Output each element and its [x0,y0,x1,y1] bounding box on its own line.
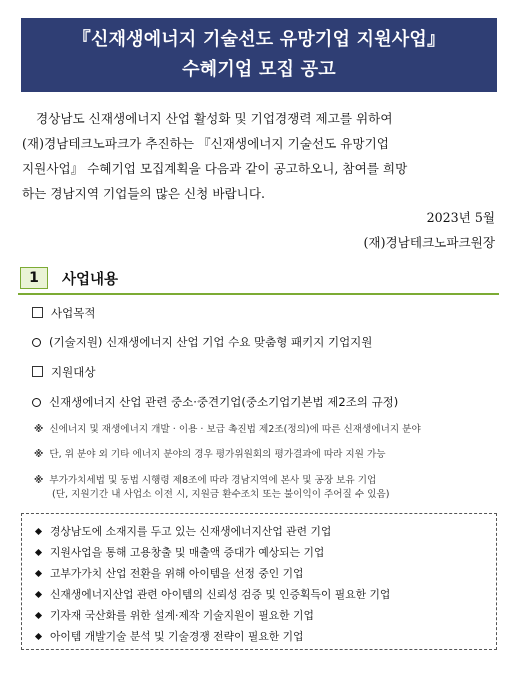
target-heading: 지원대상 [51,365,96,379]
note-text: 신에너지 및 재생에너지 개발 · 이용 · 보급 촉진법 제2조(정의)에 따른 신재생에너지 분야 [49,424,421,435]
note-sub-text: (단, 지원기간 내 사업소 이전 시, 지원금 환수조치 또는 불이익이 주어질 수 있음) [52,489,390,500]
list-item [36,587,390,602]
intro-line: (재)경남테크노파크가 추진하는 『신재생에너지 기술선도 유망기업 [22,136,389,151]
diamond-bullet-icon [35,528,42,535]
intro-line: 하는 경남지역 기업들의 많은 신청 바랍니다. [22,186,265,201]
purpose-item: (기술지원) 신재생에너지 산업 기업 수요 맞춤형 패키지 기업지원 [49,335,373,349]
section-number: 1 [20,267,48,289]
target-item-row [32,394,398,410]
diamond-bullet-icon [35,612,42,619]
section-header [18,265,499,295]
checkbox-square-icon [32,307,43,318]
title-line-1: 『신재생에너지 기술선도 유망기업 지원사업』 [72,29,446,50]
note-mark-icon: ※ [34,424,44,435]
intro-paragraph [22,106,498,206]
circle-bullet-icon [32,398,41,407]
list-item [36,566,303,581]
eligible-companies-box [21,513,497,650]
section-title: 사업내용 [62,272,119,288]
announcing-org: (재)경남테크노파크원장 [363,235,495,250]
note-mark-icon: ※ [34,475,44,486]
purpose-item-row [32,334,372,350]
checkbox-square-icon [32,366,43,377]
announcement-date: 2023년 5월 [426,210,495,225]
circle-bullet-icon [32,338,41,347]
target-heading-row [32,364,95,380]
title-banner [21,18,497,92]
diamond-bullet-icon [35,549,42,556]
list-item-text: 경상남도에 소재지를 두고 있는 신재생에너지산업 관련 기업 [50,525,332,538]
list-item [36,545,324,560]
diamond-bullet-icon [35,633,42,640]
target-item: 신재생에너지 산업 관련 중소·중견기업(중소기업기본법 제2조의 규정) [49,395,399,409]
list-item-text: 고부가가치 산업 전환을 위해 아이템을 선정 중인 기업 [50,567,304,580]
list-item [36,608,314,623]
list-item-text: 신재생에너지산업 관련 아이템의 신뢰성 검증 및 인증획득이 필요한 기업 [50,588,391,601]
intro-line: 지원사업』 수혜기업 모집계획을 다음과 같이 공고하오니, 참여를 희망 [22,161,408,176]
note-text: 부가가치세법 및 동법 시행령 제8조에 따라 경남지역에 본사 및 공장 보유 기업 [49,475,377,486]
purpose-heading: 사업목적 [51,306,96,320]
intro-line: 경상남도 신재생에너지 산업 활성화 및 기업경쟁력 제고를 위하여 [36,111,393,126]
title-line-2: 수혜기업 모집 공고 [182,59,336,80]
note-text: 단, 위 분야 외 기타 에너지 분야의 경우 평가위원회의 평가결과에 따라 지원 가능 [49,449,386,460]
list-item [36,524,331,539]
list-item-text: 지원사업을 통해 고용창출 및 매출액 증대가 예상되는 기업 [50,546,325,559]
note-row [34,472,376,486]
list-item [36,629,303,644]
list-item-text: 아이템 개발기술 분석 및 기술경쟁 전략이 필요한 기업 [50,630,304,643]
list-item-text: 기자재 국산화를 위한 설계·제작 기술지원이 필요한 기업 [50,609,314,622]
note-mark-icon: ※ [34,449,44,460]
note-row [34,421,421,435]
note-row [34,446,386,460]
diamond-bullet-icon [35,591,42,598]
purpose-heading-row [32,305,95,321]
diamond-bullet-icon [35,570,42,577]
